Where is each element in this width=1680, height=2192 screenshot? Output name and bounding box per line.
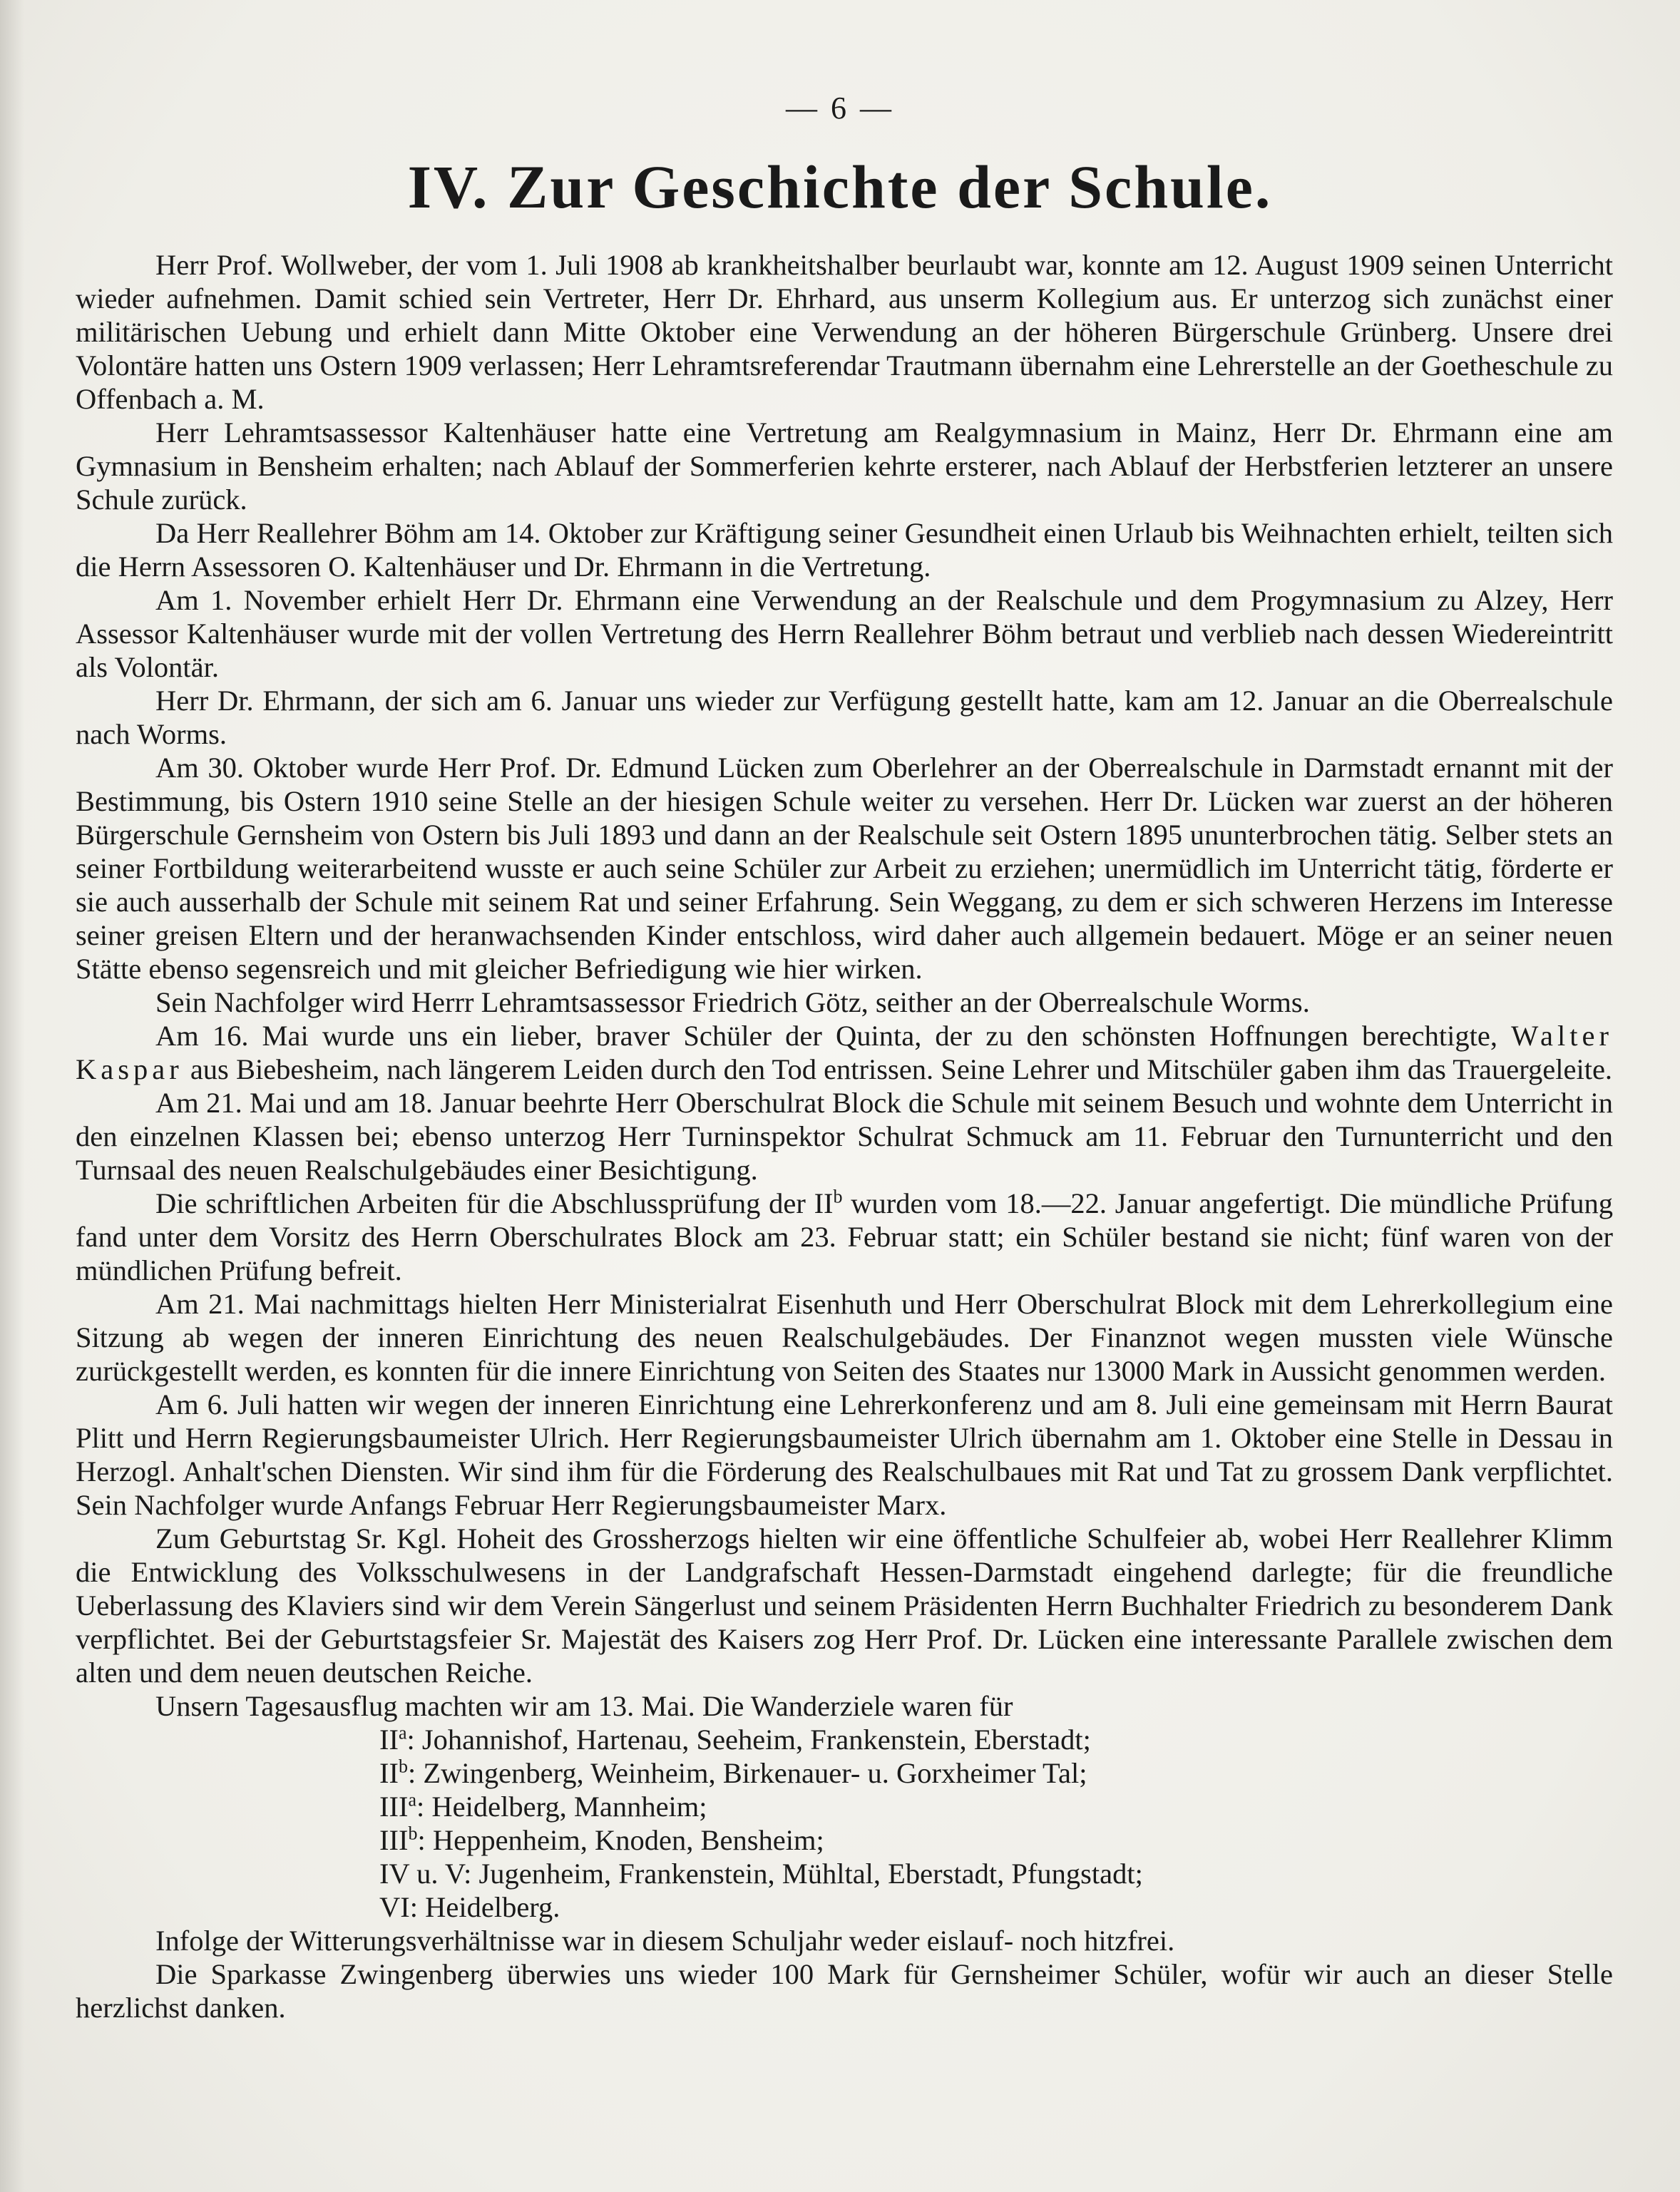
excursion-places: : Heppenheim, Knoden, Bensheim;	[417, 1824, 824, 1856]
paragraph-wollweber: Herr Prof. Wollweber, der vom 1. Juli 1908 ab krankheitshalber beurlaubt war, konnte am 12. August 1909 seinen Unterricht wieder aufnehmen. Damit schied sein Vertreter, Herr Dr. Ehrhard, aus unserm Kollegium aus. Er unterzog sich zunächst einer militärischen Uebung und erhielt dann Mitte Oktober eine Verwendung an der höheren Bürgerschule Grünberg. Unsere drei Volontäre hatten uns Ostern 1909 verlassen; Herr Lehramtsreferendar Trautmann übernahm eine Lehrerstelle an der Goetheschule zu Offenbach a. M.	[76, 249, 1613, 415]
paragraph-exam	[76, 1187, 1613, 1287]
excursion-class-sup: b	[408, 1823, 418, 1844]
excursion-places: : Heidelberg.	[409, 1891, 560, 1923]
page-title: IV. Zur Geschichte der Schule.	[407, 153, 1273, 221]
excursion-item	[379, 1823, 1613, 1857]
paragraph-kaspar-before: Am 16. Mai wurde uns ein lieber, braver Schüler der Quinta, der zu den schönsten Hoffnungen berechtigte,	[155, 1020, 1512, 1052]
paragraph-november: Am 1. November erhielt Herr Dr. Ehrmann eine Verwendung an der Realschule und dem Progymnasium zu Alzey, Herr Assessor Kaltenhäuser wurde mit der vollen Vertretung des Herrn Reallehrer Böhm betraut und verblieb nach dessen Wiedereintritt als Volontär.	[76, 584, 1613, 683]
paragraph-kaspar	[76, 1019, 1613, 1086]
paragraph-weather: Infolge der Witterungsverhältnisse war in diesem Schuljahr weder eislauf- noch hitzfrei.	[155, 1925, 1175, 1957]
excursion-item	[379, 1756, 1613, 1790]
paragraph-ehrmann: Herr Dr. Ehrmann, der sich am 6. Januar uns wieder zur Verfügung gestellt hatte, kam am 12. Januar an die Oberrealschule nach Worms.	[76, 685, 1613, 750]
excursion-item	[379, 1790, 1613, 1823]
excursion-item	[379, 1857, 1613, 1890]
paragraph-kaspar-after: aus Biebesheim, nach längerem Leiden durch den Tod entrissen. Seine Lehrer und Mitschüler gaben ihm das Trauergeleite.	[183, 1053, 1613, 1085]
excursion-class: VI	[379, 1891, 410, 1923]
page-edge-shadow	[0, 0, 24, 2192]
excursion-list	[76, 1723, 1613, 1924]
excursion-class-sup: a	[408, 1789, 417, 1811]
paragraph-kaltenhaeuser: Herr Lehramtsassessor Kaltenhäuser hatte eine Vertretung am Realgymnasium in Mainz, Herr Dr. Ehrmann eine am Gymnasium in Bensheim erhalten; nach Ablauf der Sommerferien kehrte ersterer, nach Ablauf der Herbstferien letzterer an unsere Schule zurück.	[76, 416, 1613, 516]
excursion-class-sup: b	[398, 1756, 408, 1777]
student-name: Walter Kaspar	[76, 1020, 1613, 1085]
excursion-class: II	[379, 1757, 399, 1789]
excursion-class: IV u. V	[379, 1858, 464, 1890]
article-body	[76, 248, 1613, 2024]
excursion-class: II	[379, 1724, 399, 1756]
excursion-class: III	[379, 1791, 409, 1823]
excursion-places: : Zwingenberg, Weinheim, Birkenauer- u. Gorxheimer Tal;	[407, 1757, 1087, 1789]
paragraph-excursion-intro: Unsern Tagesausflug machten wir am 13. Mai. Die Wanderziele waren für	[155, 1690, 1013, 1722]
class-superscript: b	[833, 1186, 843, 1207]
page-number: — 6 —	[786, 91, 894, 126]
paragraph-exam-after: wurden vom 18.—22. Januar angefertigt. Die mündliche Prüfung fand unter dem Vorsitz des Herrn Oberschulrates Block am 23. Februar statt; ein Schüler bestand sie nicht; fünf waren von der mündlichen Prüfung befreit.	[76, 1187, 1613, 1286]
paragraph-exam-before: Die schriftlichen Arbeiten für die Abschlussprüfung der II	[155, 1187, 834, 1219]
paragraph-visit: Am 21. Mai und am 18. Januar beehrte Herr Oberschulrat Block die Schule mit seinem Besuch und wohnte dem Unterricht in den einzelnen Klassen bei; ebenso unterzog Herr Turninspektor Schulrat Schmuck am 11. Februar den Turnunterricht und den Turnsaal des neuen Realschulgebäudes einer Besichtigung.	[76, 1087, 1613, 1186]
excursion-item	[379, 1723, 1613, 1756]
excursion-item	[379, 1890, 1613, 1924]
paragraph-luecken: Am 30. Oktober wurde Herr Prof. Dr. Edmund Lücken zum Oberlehrer an der Oberrealschule in Darmstadt ernannt mit der Bestimmung, bis Ostern 1910 seine Stelle an der hiesigen Schule weiter zu versehen. Herr Dr. Lücken war zuerst an der höheren Bürgerschule Gernsheim von Ostern bis Juli 1893 und dann an der Realschule seit Ostern 1895 ununterbrochen tätig. Selber stets an seiner Fortbildung weiterarbeitend wusste er auch seine Schüler zur Arbeit zu erziehen; unermüdlich im Unterricht tätig, förderte er sie auch ausserhalb der Schule mit seinem Rat und seiner Erfahrung. Sein Weggang, zu dem er sich schweren Herzens im Interesse seiner greisen Eltern und der heranwachsenden Kinder entschloss, wird daher auch allgemein bedauert. Möge er an seiner neuen Stätte ebenso segensreich und mit gleicher Befriedigung wie hier wirken.	[76, 752, 1613, 985]
paragraph-boehm: Da Herr Reallehrer Böhm am 14. Oktober zur Kräftigung seiner Gesundheit einen Urlaub bis Weihnachten erhielt, teilten sich die Herrn Assessoren O. Kaltenhäuser und Dr. Ehrmann in die Vertretung.	[76, 517, 1613, 583]
paragraph-birthday: Zum Geburtstag Sr. Kgl. Hoheit des Grossherzogs hielten wir eine öffentliche Schulfeier ab, wobei Herr Reallehrer Klimm die Entwicklung des Volksschulwesens in der Landgrafschaft Hessen-Darmstadt eingehend darlegte; für die freundliche Ueberlassung des Klaviers sind wir dem Verein Sängerlust und seinem Präsidenten Herrn Buchhalter Friedrich zu besonderem Dank verpflichtet. Bei der Geburtstagsfeier Sr. Majestät des Kaisers zog Herr Prof. Dr. Lücken eine interessante Parallele zwischen dem alten und dem neuen deutschen Reiche.	[76, 1522, 1613, 1689]
excursion-class: III	[379, 1824, 409, 1856]
paragraph-sparkasse: Die Sparkasse Zwingenberg überwies uns wieder 100 Mark für Gernsheimer Schüler, wofür wir auch an dieser Stelle herzlichst danken.	[76, 1958, 1613, 2024]
excursion-places: : Heidelberg, Mannheim;	[416, 1791, 707, 1823]
paragraph-meeting: Am 21. Mai nachmittags hielten Herr Ministerialrat Eisenhuth und Herr Oberschulrat Block mit dem Lehrerkollegium eine Sitzung ab wegen der inneren Einrichtung des neuen Realschulgebäudes. Der Finanznot wegen mussten viele Wünsche zurückgestellt werden, es konnten für die innere Einrichtung von Seiten des Staates nur 13000 Mark in Aussicht genommen werden.	[76, 1288, 1613, 1387]
excursion-class-sup: a	[398, 1722, 407, 1743]
paragraph-conference: Am 6. Juli hatten wir wegen der inneren Einrichtung eine Lehrerkonferenz und am 8. Juli eine gemeinsam mit Herrn Baurat Plitt und Herrn Regierungsbaumeister Ulrich. Herr Regierungsbaumeister Ulrich übernahm am 1. Oktober eine Stelle in Dessau in Herzogl. Anhalt'schen Diensten. Wir sind ihm für die Förderung des Realschulbaues mit Rat und Tat zu grossem Dank verpflichtet. Sein Nachfolger wurde Anfangs Februar Herr Regierungsbaumeister Marx.	[76, 1388, 1613, 1521]
excursion-places: : Jugenheim, Frankenstein, Mühltal, Eberstadt, Pfungstadt;	[463, 1858, 1143, 1890]
excursion-places: : Johannishof, Hartenau, Seeheim, Frankenstein, Eberstadt;	[406, 1724, 1091, 1756]
paragraph-successor: Sein Nachfolger wird Herrr Lehramtsassessor Friedrich Götz, seither an der Oberrealschule Worms.	[155, 986, 1310, 1018]
